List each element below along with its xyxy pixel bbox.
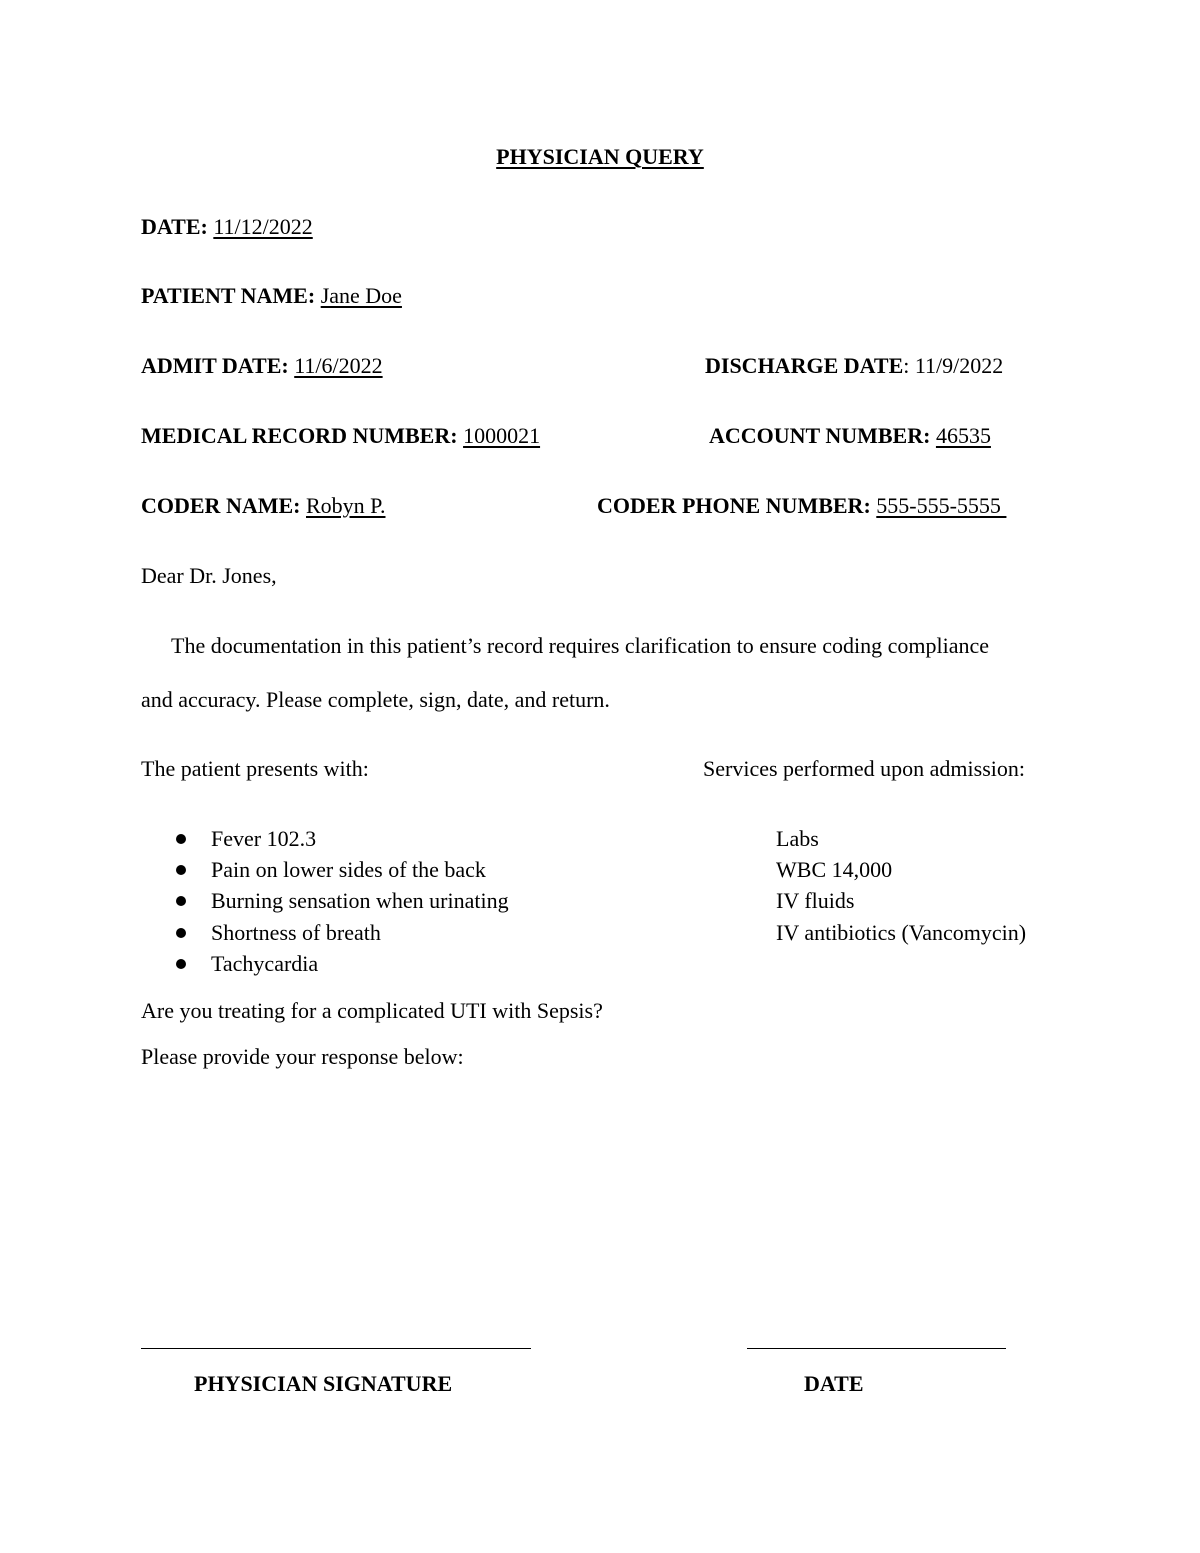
services-heading: Services performed upon admission: [703,756,1025,781]
account-number-value: 46535 [935,423,991,448]
list-item: WBC 14,000 [776,857,893,883]
patient-name-label: PATIENT NAME: [141,283,316,308]
presents-heading: The patient presents with: [141,756,369,781]
list-item: Shortness of breath [141,922,509,953]
admit-date-row [141,355,383,377]
coder-name-value: Robyn P. [306,493,386,518]
account-number-row [709,425,991,447]
discharge-date-row [705,355,1003,377]
medical-record-number-label: MEDICAL RECORD NUMBER: [141,423,458,448]
list-item: Pain on lower sides of the back [141,859,509,890]
date-row [141,216,313,238]
coder-name-row [141,495,385,517]
discharge-date-label: DISCHARGE DATE [705,353,904,378]
paragraph-line-2: and accuracy. Please complete, sign, date, and return. [141,687,610,712]
coder-phone-label: CODER PHONE NUMBER: [597,493,871,518]
symptom-list [141,828,509,984]
physician-signature-label: PHYSICIAN SIGNATURE [194,1371,453,1396]
medical-record-number-row [141,425,540,447]
discharge-date-value: : 11/9/2022 [903,353,1004,378]
patient-name-value: Jane Doe [320,283,402,308]
list-item: IV fluids [776,888,855,914]
date-value: 11/12/2022 [213,214,313,239]
page-title: PHYSICIAN QUERY [496,144,704,169]
list-item: Burning sensation when urinating [141,890,509,921]
patient-name-row [141,285,402,307]
medical-record-number-value: 1000021 [463,423,541,448]
query-question: Are you treating for a complicated UTI with Sepsis? [141,998,603,1023]
date-line[interactable] [747,1348,1006,1349]
services-list [776,828,1026,953]
signature-date-label: DATE [804,1371,864,1396]
coder-phone-value: 555-555-5555 [876,493,1007,518]
date-label: DATE: [141,214,208,239]
response-prompt: Please provide your response below: [141,1044,464,1069]
coder-name-label: CODER NAME: [141,493,301,518]
paragraph-line-1: The documentation in this patient’s record requires clarification to ensure coding compliance [171,633,989,658]
salutation: Dear Dr. Jones, [141,563,277,588]
signature-line[interactable] [141,1348,531,1349]
coder-phone-row [597,495,1006,517]
account-number-label: ACCOUNT NUMBER: [709,423,931,448]
admit-date-label: ADMIT DATE: [141,353,289,378]
list-item: Fever 102.3 [141,828,509,859]
admit-date-value: 11/6/2022 [294,353,383,378]
list-item: Tachycardia [141,953,509,984]
list-item: IV antibiotics (Vancomycin) [776,919,1027,945]
list-item: Labs [776,826,819,851]
